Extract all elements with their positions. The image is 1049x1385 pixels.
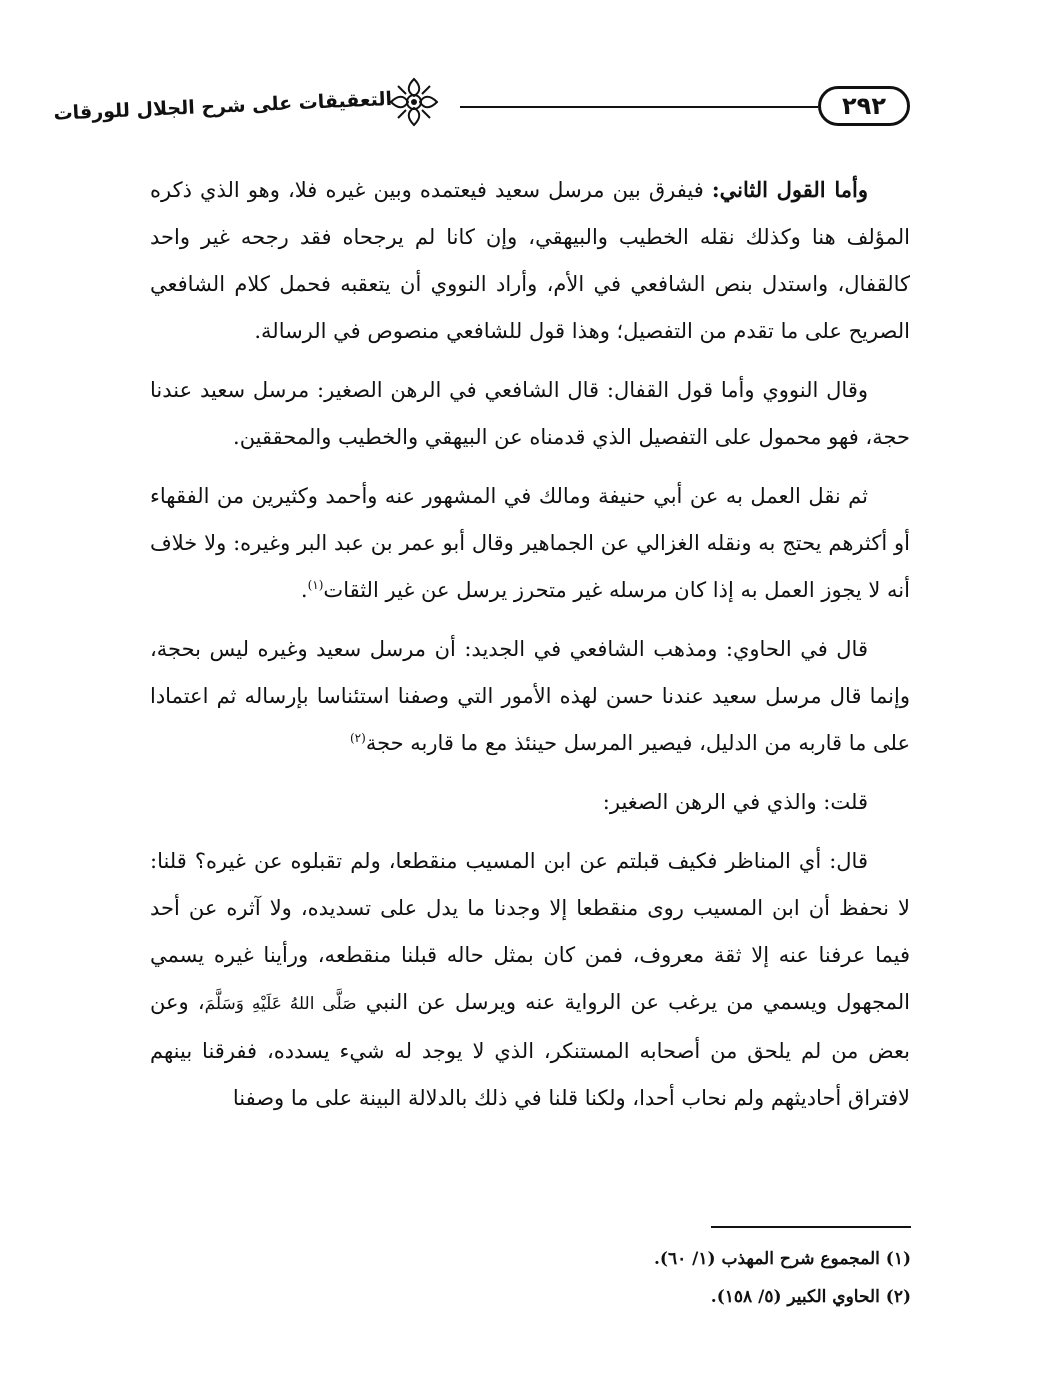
paragraph-text: قال: أي المناظر فكيف قبلتم عن ابن المسيب منقطعا، ولم تقبلوه عن غيره؟ قلنا: لا نحفظ أن ابن المسيب روى منقطعا إلا وجدنا ما يدل على تسديده، ولا آثره عن أحد فيما عرفنا عنه إلا ثقة معروف، فمن كان بمثل حاله قبلنا منقطعه، ورأينا غيره يسمي المجهول ويسمي من يرغب عن الرواية عنه ويرسل عن النبي	[150, 849, 910, 1014]
running-title: التعقيقات على شرح الجلال للورقات	[53, 88, 393, 125]
paragraph	[150, 367, 910, 461]
footnote-separator	[711, 1226, 911, 1228]
page-header	[53, 70, 910, 140]
paragraph-text: قال في الحاوي: ومذهب الشافعي في الجديد: أن مرسل سعيد وغيره ليس بحجة، وإنما قال مرسل سعيد عندنا حسن لهذه الأمور التي وصفنا استئناسا بإرساله ثم اعتمادا على ما قاربه من الدليل، فيصير المرسل حينئذ مع ما قاربه حجة	[150, 637, 910, 755]
paragraph	[150, 779, 910, 826]
paragraph	[150, 626, 910, 767]
footnote-ref-2[interactable]: (٢)	[349, 731, 366, 745]
header-rule	[460, 106, 818, 108]
paragraph	[150, 473, 910, 614]
footnote-ref-1[interactable]: (١)	[307, 578, 324, 592]
page-number: ٢٩٢	[818, 86, 910, 126]
main-text	[150, 166, 910, 1134]
paragraph	[150, 838, 910, 1122]
footnote-1: (١) المجموع شرح المهذب (١/ ٦٠).	[653, 1249, 911, 1269]
paragraph-text: وقال النووي وأما قول القفال: قال الشافعي في الرهن الصغير: مرسل سعيد عندنا حجة، فهو محمول على التفصيل الذي قدمناه عن البيهقي والخطيب والمحققين.	[150, 378, 910, 449]
paragraph-text: فيفرق بين مرسل سعيد فيعتمده وبين غيره فلا، وهو الذي ذكره المؤلف هنا وكذلك نقله الخطيب والبيهقي، وإن كانا لم يرجحاه فقد رجحه غير واحد كالقفال، واستدل بنص الشافعي في الأم، وأراد النووي أن يتعقبه فحمل كلام الشافعي الصريح على ما تقدم من التفصيل؛ وهذا قول للشافعي منصوص في الرسالة.	[150, 178, 910, 343]
honorific-phrase: صَلَّى اللهُ عَلَيْهِ وَسَلَّمَ	[204, 994, 357, 1014]
footnotes	[411, 1240, 911, 1316]
paragraph-lead: وأما القول الثاني:	[711, 177, 868, 202]
ornament-icon	[388, 76, 440, 128]
paragraph-text: قلت: والذي في الرهن الصغير:	[602, 790, 868, 814]
paragraph-text-continued: ، وعن بعض من لم يلحق من أصحابه المستنكر، الذي لا يوجد له شيء يسدده، ففرقنا بينهم لافتراق أحاديثهم ولم نحاب أحدا، ولكنا قلنا في ذلك بالدلالة البينة على ما وصفنا	[150, 990, 910, 1110]
footnote-2: (٢) الحاوي الكبير (٥/ ١٥٨).	[710, 1287, 911, 1307]
paragraph-end: .	[300, 578, 308, 602]
paragraph	[150, 166, 910, 355]
paragraph-text: ثم نقل العمل به عن أبي حنيفة ومالك في المشهور عنه وأحمد وكثيرين من الفقهاء أو أكثرهم يحتج به ونقله الغزالي عن الجماهير وقال أبو عمر بن عبد البر وغيره: ولا خلاف أنه لا يجوز العمل به إذا كان مرسله غير متحرز يرسل عن غير الثقات	[150, 484, 910, 602]
